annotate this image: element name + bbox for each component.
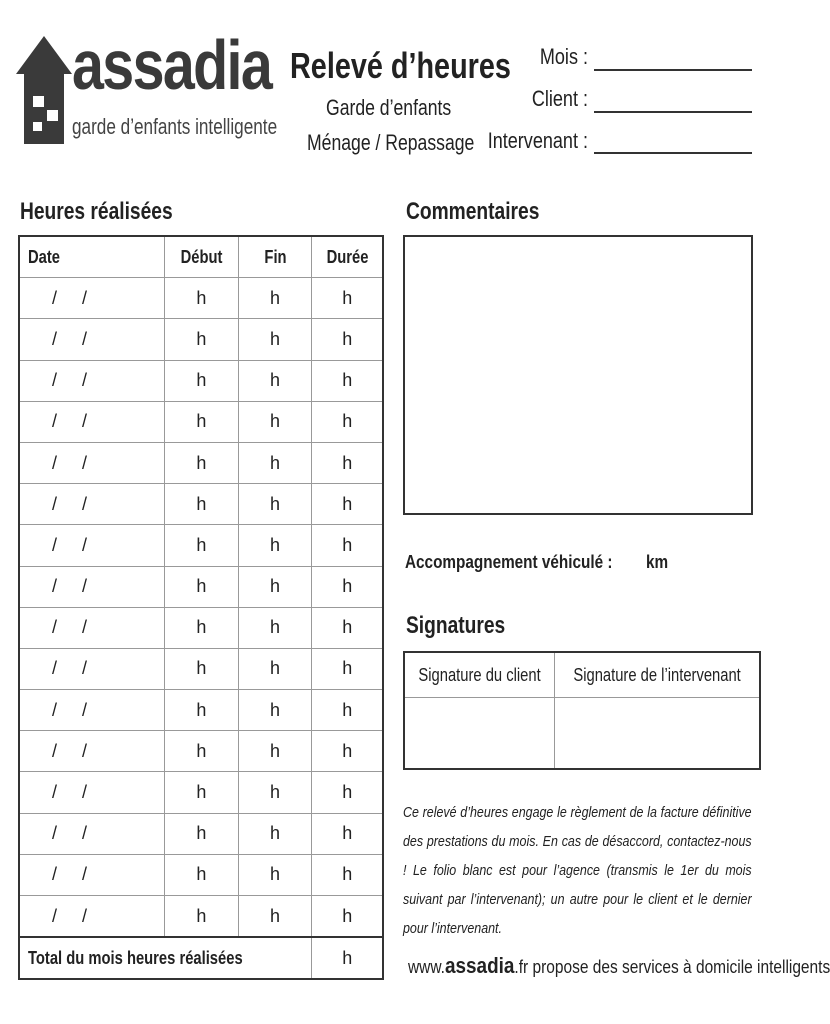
start-cell[interactable]: h [164, 648, 238, 689]
logo-tagline: garde d’enfants intelligente [72, 114, 278, 139]
client-field[interactable] [594, 111, 752, 113]
comments-box[interactable] [403, 235, 753, 515]
duration-cell[interactable]: h [312, 525, 383, 566]
date-cell[interactable] [19, 731, 164, 772]
total-row [19, 937, 383, 979]
duration-cell[interactable]: h [312, 854, 383, 895]
total-hours-cell[interactable]: h [312, 937, 383, 979]
start-cell[interactable]: h [164, 896, 238, 938]
date-cell[interactable] [19, 813, 164, 854]
date-cell[interactable] [19, 484, 164, 525]
worker-signature-box[interactable] [555, 698, 761, 770]
start-cell[interactable]: h [164, 813, 238, 854]
month-field[interactable] [594, 69, 752, 71]
hours-table [18, 235, 384, 980]
end-cell[interactable]: h [238, 401, 312, 442]
date-month-slash: / [82, 782, 88, 803]
date-month-slash: / [82, 864, 88, 885]
date-month-slash: / [82, 534, 88, 555]
col-date: Date [28, 246, 60, 267]
duration-cell[interactable]: h [312, 566, 383, 607]
date-day-slash: / [52, 740, 58, 761]
date-cell[interactable] [19, 854, 164, 895]
hours-row [19, 731, 383, 772]
end-cell[interactable]: h [238, 360, 312, 401]
end-cell[interactable]: h [238, 566, 312, 607]
date-day-slash: / [52, 699, 58, 720]
hours-row [19, 772, 383, 813]
date-day-slash: / [52, 823, 58, 844]
duration-cell[interactable]: h [312, 813, 383, 854]
hours-row [19, 607, 383, 648]
hours-header-row [19, 236, 383, 278]
start-cell[interactable]: h [164, 566, 238, 607]
date-cell[interactable] [19, 442, 164, 483]
date-cell[interactable] [19, 566, 164, 607]
date-month-slash: / [82, 823, 88, 844]
duration-cell[interactable]: h [312, 401, 383, 442]
date-day-slash: / [52, 576, 58, 597]
hours-row [19, 690, 383, 731]
page-title: Relevé d’heures [290, 45, 511, 86]
date-cell[interactable] [19, 319, 164, 360]
date-day-slash: / [52, 534, 58, 555]
start-cell[interactable]: h [164, 772, 238, 813]
date-day-slash: / [52, 328, 58, 349]
date-cell[interactable] [19, 772, 164, 813]
date-cell[interactable] [19, 525, 164, 566]
col-end: Fin [263, 246, 287, 267]
start-cell[interactable]: h [164, 278, 238, 319]
total-label: Total du mois heures réalisées [28, 947, 243, 968]
signatures-table [403, 651, 761, 770]
hours-row [19, 525, 383, 566]
date-month-slash: / [82, 658, 88, 679]
start-cell[interactable]: h [164, 854, 238, 895]
end-cell[interactable]: h [238, 813, 312, 854]
end-cell[interactable]: h [238, 484, 312, 525]
duration-cell[interactable]: h [312, 278, 383, 319]
duration-cell[interactable]: h [312, 690, 383, 731]
hours-row [19, 360, 383, 401]
hours-row [19, 648, 383, 689]
start-cell[interactable]: h [164, 401, 238, 442]
date-month-slash: / [82, 452, 88, 473]
duration-cell[interactable]: h [312, 896, 383, 938]
client-signature-box[interactable] [404, 698, 555, 770]
end-cell[interactable]: h [238, 525, 312, 566]
date-month-slash: / [82, 740, 88, 761]
hours-row [19, 401, 383, 442]
end-cell[interactable]: h [238, 319, 312, 360]
date-day-slash: / [52, 411, 58, 432]
duration-cell[interactable]: h [312, 319, 383, 360]
subtitle-housework: Ménage / Repassage [307, 130, 475, 155]
worker-field[interactable] [594, 152, 752, 154]
date-day-slash: / [52, 617, 58, 638]
hours-row [19, 566, 383, 607]
date-month-slash: / [82, 493, 88, 514]
end-cell[interactable]: h [238, 854, 312, 895]
client-signature-header: Signature du client [418, 664, 541, 685]
date-day-slash: / [52, 905, 58, 926]
col-duration: Durée [326, 246, 369, 267]
date-month-slash: / [82, 411, 88, 432]
end-cell[interactable]: h [238, 690, 312, 731]
end-cell[interactable]: h [238, 896, 312, 938]
hours-row [19, 484, 383, 525]
date-day-slash: / [52, 370, 58, 391]
start-cell[interactable]: h [164, 360, 238, 401]
date-day-slash: / [52, 658, 58, 679]
date-cell[interactable] [19, 648, 164, 689]
date-cell[interactable] [19, 607, 164, 648]
subtitle-childcare: Garde d’enfants [326, 95, 452, 120]
date-day-slash: / [52, 493, 58, 514]
end-cell[interactable]: h [238, 772, 312, 813]
legal-note: Ce relevé d’heures engage le règlement de la facture définitive des prestations du mois. En cas de désaccord, contactez-nous ! Le folio blanc est pour l’agence (transmis le 1er du mois suivant par l’intervenant); un autre pour le client et le dernier pour l’intervenant. [403, 804, 752, 937]
vehicle-label: Accompagnement véhiculé : [405, 552, 613, 572]
hours-row [19, 813, 383, 854]
hours-row [19, 442, 383, 483]
date-cell[interactable] [19, 401, 164, 442]
start-cell[interactable]: h [164, 607, 238, 648]
footer-brand[interactable]: assadia [444, 953, 515, 978]
footer-text: .fr propose des services à domicile intelligents [514, 957, 830, 977]
date-day-slash: / [52, 864, 58, 885]
month-label: Mois : [539, 44, 588, 69]
date-month-slash: / [82, 617, 88, 638]
logo-wordmark: assadia [72, 26, 272, 104]
client-label: Client : [531, 86, 588, 111]
date-month-slash: / [82, 328, 88, 349]
vehicle-km-unit: km [646, 552, 669, 572]
duration-cell[interactable]: h [312, 772, 383, 813]
date-month-slash: / [82, 576, 88, 597]
end-cell[interactable]: h [238, 278, 312, 319]
start-cell[interactable]: h [164, 690, 238, 731]
end-cell[interactable]: h [238, 648, 312, 689]
hours-section-title: Heures réalisées [20, 198, 173, 225]
date-cell[interactable] [19, 690, 164, 731]
duration-cell[interactable]: h [312, 484, 383, 525]
date-cell[interactable] [19, 278, 164, 319]
duration-cell[interactable]: h [312, 648, 383, 689]
date-day-slash: / [52, 452, 58, 473]
duration-cell[interactable]: h [312, 731, 383, 772]
duration-cell[interactable]: h [312, 360, 383, 401]
date-cell[interactable] [19, 360, 164, 401]
date-month-slash: / [82, 287, 88, 308]
end-cell[interactable]: h [238, 731, 312, 772]
footer-prefix: www. [408, 957, 445, 977]
assadia-logo-icon [16, 36, 72, 146]
worker-signature-header: Signature de l’intervenant [573, 664, 741, 685]
end-cell[interactable]: h [238, 607, 312, 648]
duration-cell[interactable]: h [312, 607, 383, 648]
worker-label: Intervenant : [487, 128, 588, 153]
start-cell[interactable]: h [164, 731, 238, 772]
comments-section-title: Commentaires [406, 198, 540, 225]
date-day-slash: / [52, 287, 58, 308]
date-day-slash: / [52, 782, 58, 803]
footer [408, 953, 830, 979]
col-start: Début [180, 246, 223, 267]
start-cell[interactable]: h [164, 525, 238, 566]
date-month-slash: / [82, 370, 88, 391]
hours-row [19, 896, 383, 938]
hours-row [19, 854, 383, 895]
start-cell[interactable]: h [164, 484, 238, 525]
signatures-section-title: Signatures [406, 612, 506, 639]
end-cell[interactable]: h [238, 442, 312, 483]
date-cell[interactable] [19, 896, 164, 938]
duration-cell[interactable]: h [312, 442, 383, 483]
start-cell[interactable]: h [164, 442, 238, 483]
date-month-slash: / [82, 905, 88, 926]
hours-row [19, 278, 383, 319]
start-cell[interactable]: h [164, 319, 238, 360]
hours-row [19, 319, 383, 360]
date-month-slash: / [82, 699, 88, 720]
